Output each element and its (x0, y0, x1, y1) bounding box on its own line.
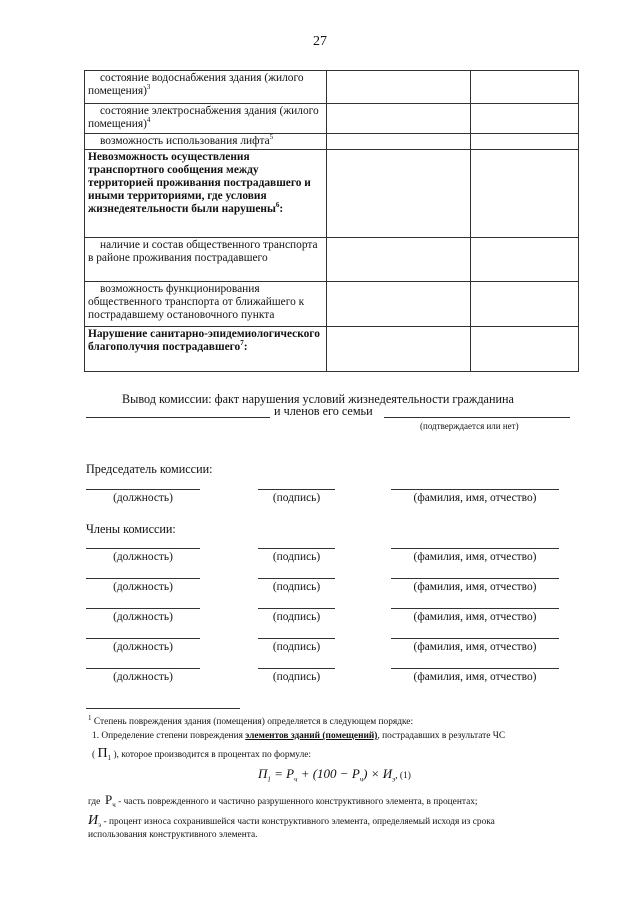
fio-label: (фамилия, имя, отчество) (413, 611, 537, 623)
position-label: (должность) (113, 641, 173, 653)
table-row (85, 238, 579, 282)
citizen-blank (86, 417, 270, 418)
footnote-separator (86, 708, 240, 709)
conclusion-line1: Вывод комиссии: факт нарушения условий жизнедеятельности гражданина (122, 392, 514, 406)
footnote-line1: $^1$ Степень повреждения здания (помещения) определяется в следующем порядке: (88, 713, 414, 727)
row-label: состояние электроснабжения здания (жилого помещения)$^4$ (85, 104, 327, 134)
table-cell (327, 238, 471, 282)
signature-label: (подпись) (272, 581, 321, 593)
row-label: состояние водоснабжения здания (жилого помещения)$^3$ (85, 71, 327, 104)
fio-label: (фамилия, имя, отчество) (413, 581, 537, 593)
conditions-table (84, 70, 579, 372)
row-label: возможность использования лифта$^5$ (85, 134, 327, 150)
table-cell (327, 134, 471, 150)
table-row (85, 282, 579, 327)
damage-formula: $П_1 = Р_ч + (100 - Р_ч) \times И_э$, (1) (258, 766, 411, 784)
table-row (85, 150, 579, 238)
table-row (85, 327, 579, 372)
table-cell (471, 327, 579, 372)
signature-label: (подпись) (272, 641, 321, 653)
chairman-label: Председатель комиссии: (86, 462, 213, 476)
footnote-line2: 1. Определение степени повреждения элементов зданий (помещений), пострадавших в результате ЧС (92, 731, 506, 741)
table-cell (471, 238, 579, 282)
page-number: 27 (313, 34, 327, 49)
members-label: Члены комиссии: (86, 522, 176, 536)
signature-label: (подпись) (272, 551, 321, 563)
position-label: (должность) (113, 492, 173, 504)
footnote-where-line: где $Р_ч$ - часть поврежденного и частично разрушенного конструктивного элемента, в процентах; (88, 792, 478, 809)
position-label: (должность) (113, 611, 173, 623)
fio-label: (фамилия, имя, отчество) (413, 671, 537, 683)
footnote-wear-line: $И_э$ - процент износа сохранившейся части конструктивного элемента, определяемый исходя из срока (88, 813, 495, 829)
table-cell (327, 282, 471, 327)
position-label: (должность) (113, 551, 173, 563)
table-row (85, 71, 579, 104)
footnote-wear-line-2: использования конструктивного элемента. (88, 830, 258, 840)
table-cell (471, 104, 579, 134)
table-row (85, 104, 579, 134)
row-label: наличие и состав общественного транспорта в районе проживания пострадавшего (85, 238, 327, 282)
position-label: (должность) (113, 581, 173, 593)
table-cell (471, 282, 579, 327)
table-cell (327, 104, 471, 134)
row-label: возможность функционирования общественного транспорта от ближайшего к пострадавшему остановочного пункта (85, 282, 327, 327)
signature-label: (подпись) (272, 611, 321, 623)
conclusion-note: (подтверждается или нет) (420, 421, 519, 431)
fio-label: (фамилия, имя, отчество) (413, 641, 537, 653)
table-cell (327, 327, 471, 372)
conclusion-members: и членов его семьи (274, 404, 373, 418)
row-label: Нарушение санитарно-эпидемиологического благополучия пострадавшего$^7$: (85, 327, 327, 372)
table-cell (327, 71, 471, 104)
position-label: (должность) (113, 671, 173, 683)
fio-label: (фамилия, имя, отчество) (413, 551, 537, 563)
conclusion-blank (384, 417, 570, 418)
footnote-line3: ( $П_1$ ), которое производится в процентах по формуле: (92, 746, 312, 762)
fio-label: (фамилия, имя, отчество) (413, 492, 537, 504)
table-cell (471, 134, 579, 150)
table-cell (471, 150, 579, 238)
table-cell (327, 150, 471, 238)
row-label: Невозможность осуществления транспортного сообщения между территорией проживания пострадавшего и иными территориями, где условия жизнедеятельности были нарушены$^6$: (85, 150, 327, 238)
table-row (85, 134, 579, 150)
signature-label: (подпись) (272, 492, 321, 504)
signature-label: (подпись) (272, 671, 321, 683)
table-cell (471, 71, 579, 104)
